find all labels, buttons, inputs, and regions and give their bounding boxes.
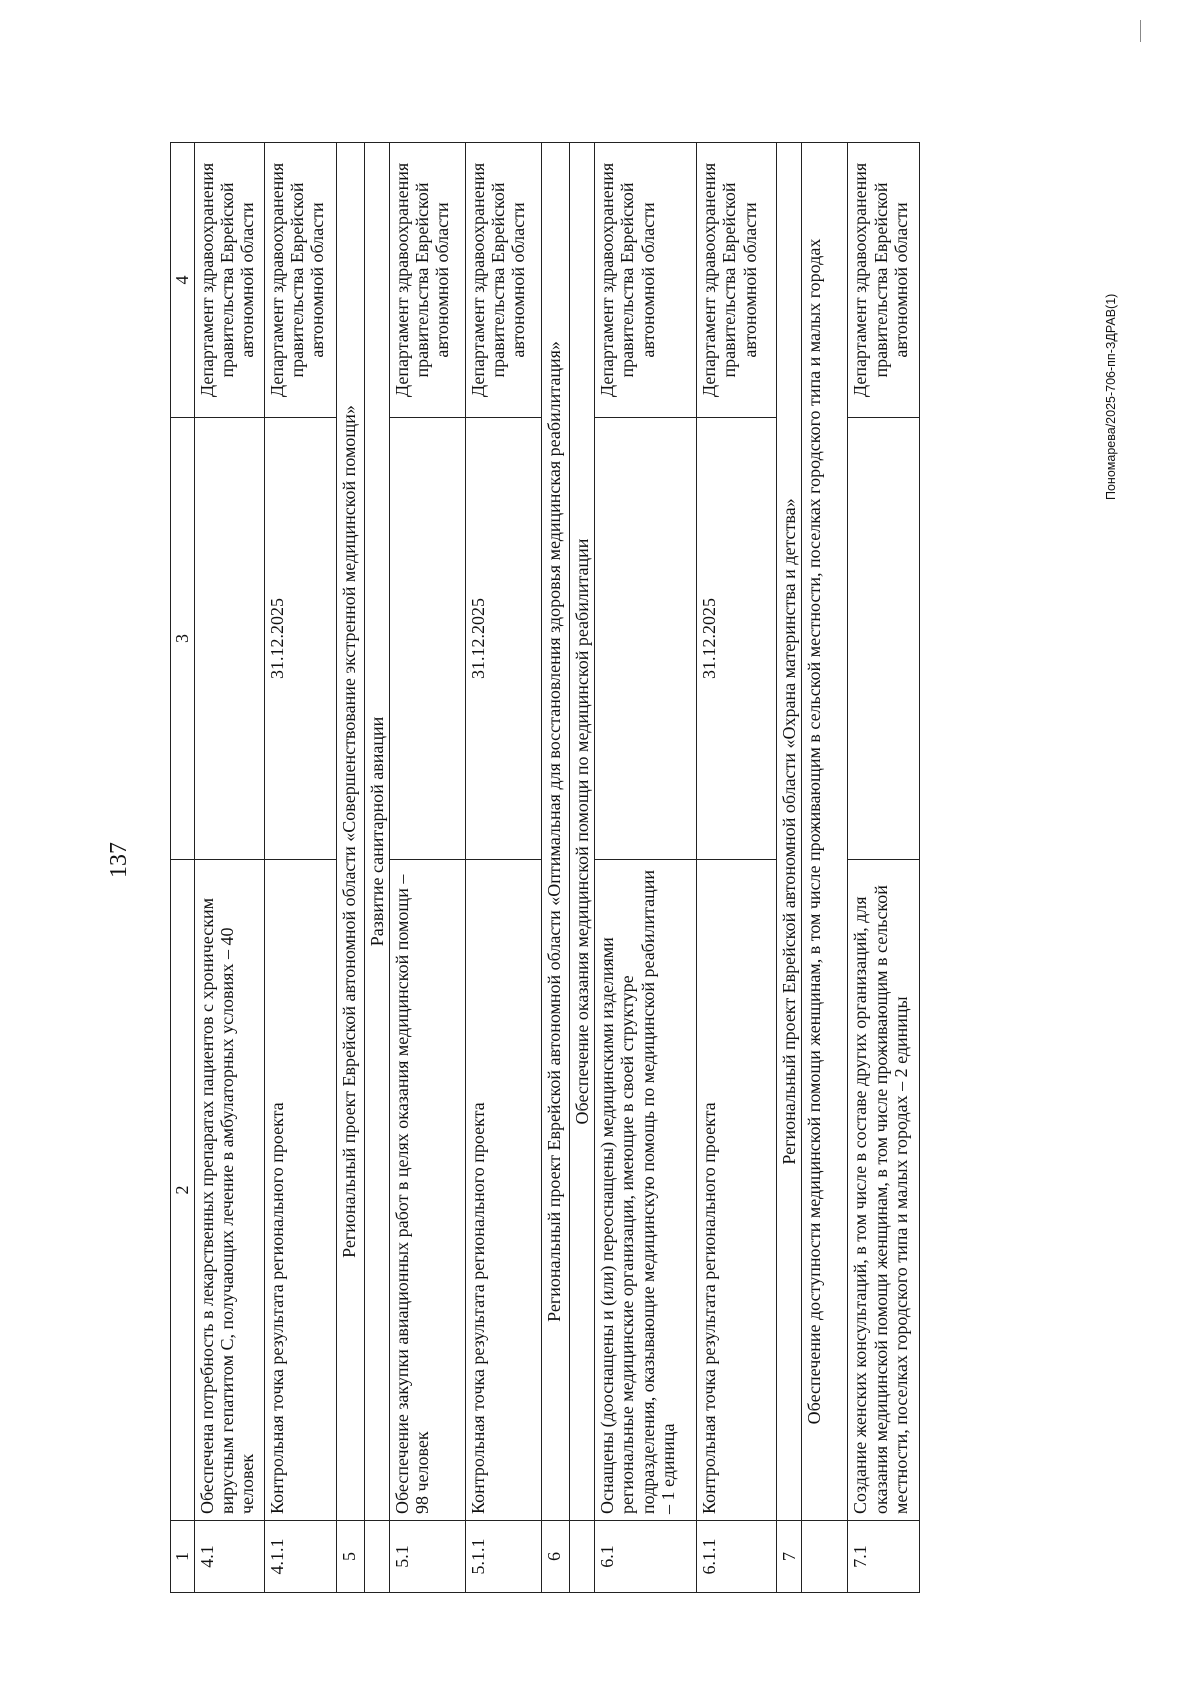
row-number: 6.1.1 xyxy=(697,1521,777,1593)
row-deadline: 31.12.2025 xyxy=(697,418,777,860)
row-number: 5.1.1 xyxy=(466,1521,542,1593)
row-deadline: 31.12.2025 xyxy=(265,418,337,860)
page-number: 137 xyxy=(106,842,132,878)
table-row xyxy=(595,143,697,1593)
subsection-row xyxy=(802,143,848,1593)
section-row xyxy=(337,143,365,1593)
header-col-4: 4 xyxy=(171,143,195,418)
table-row xyxy=(466,143,542,1593)
document-code: Пономарева/2025-706-пп-ЗДРАВ(1) xyxy=(1104,293,1118,500)
table-header-row xyxy=(171,143,195,1593)
section-row xyxy=(542,143,570,1593)
table-body xyxy=(171,143,920,1593)
subsection-number-empty xyxy=(365,1521,390,1593)
header-col-1: 1 xyxy=(171,1521,195,1593)
section-number: 5 xyxy=(337,1521,365,1593)
row-description: Создание женских консультаций, в том числе в составе других организаций, для оказания медицинской помощи женщинам, в том числе проживающим в сельской местности, поселках городского типа и малых городах – 2 единицы xyxy=(848,860,920,1521)
row-description: Обеспечена потребность в лекарственных препаратах пациентов с хроническим вирусным гепатитом С, получающих лечение в амбулаторных условиях – 40 человек xyxy=(195,860,265,1521)
section-title: Региональный проект Еврейской автономной области «Совершенствование экстренной медицинской помощи» xyxy=(337,143,365,1521)
row-number: 5.1 xyxy=(390,1521,466,1593)
row-description: Контрольная точка результата регионального проекта xyxy=(466,860,542,1521)
row-number: 4.1.1 xyxy=(265,1521,337,1593)
measures-table xyxy=(170,142,920,1593)
table-row xyxy=(195,143,265,1593)
header-col-2: 2 xyxy=(171,860,195,1521)
subsection-number-empty xyxy=(802,1521,848,1593)
subsection-row xyxy=(570,143,595,1593)
row-responsible: Департамент здравоохранения правительства Еврейской автономной области xyxy=(848,143,920,418)
subsection-title: Обеспечение оказания медицинской помощи по медицинской реабилитации xyxy=(570,143,595,1521)
table-row xyxy=(848,143,920,1593)
header-col-3: 3 xyxy=(171,418,195,860)
row-number: 7.1 xyxy=(848,1521,920,1593)
row-number: 6.1 xyxy=(595,1521,697,1593)
subsection-number-empty xyxy=(570,1521,595,1593)
row-description: Обеспечение закупки авиационных работ в целях оказания медицинской помощи – 98 человек xyxy=(390,860,466,1521)
section-title: Региональный проект Еврейской автономной области «Охрана материнства и детства» xyxy=(777,143,802,1521)
section-title: Региональный проект Еврейской автономной области «Оптимальная для восстановления здоровья медицинская реабилитация» xyxy=(542,143,570,1521)
section-row xyxy=(777,143,802,1593)
table-row xyxy=(265,143,337,1593)
subsection-title: Развитие санитарной авиации xyxy=(365,143,390,1521)
row-deadline: 31.12.2025 xyxy=(466,418,542,860)
row-responsible: Департамент здравоохранения правительства Еврейской автономной области xyxy=(466,143,542,418)
row-responsible: Департамент здравоохранения правительства Еврейской автономной области xyxy=(697,143,777,418)
row-deadline xyxy=(595,418,697,860)
row-deadline xyxy=(390,418,466,860)
subsection-title: Обеспечение доступности медицинской помощи женщинам, в том числе проживающим в сельской местности, поселках городского типа и малых городах xyxy=(802,143,848,1521)
row-description: Оснащены (дооснащены и (или) переоснащены) медицинскими изделиями региональные медицинские организации, имеющие в своей структуре подразделения, оказывающие медицинскую помощь по медицинской реабилитации – 1 единица xyxy=(595,860,697,1521)
row-responsible: Департамент здравоохранения правительства Еврейской автономной области xyxy=(595,143,697,418)
row-deadline xyxy=(848,418,920,860)
subsection-row xyxy=(365,143,390,1593)
row-number: 4.1 xyxy=(195,1521,265,1593)
row-responsible: Департамент здравоохранения правительства Еврейской автономной области xyxy=(265,143,337,418)
section-number: 6 xyxy=(542,1521,570,1593)
row-responsible: Департамент здравоохранения правительства Еврейской автономной области xyxy=(390,143,466,418)
section-number: 7 xyxy=(777,1521,802,1593)
table-row xyxy=(390,143,466,1593)
row-deadline xyxy=(195,418,265,860)
row-description: Контрольная точка результата регионального проекта xyxy=(697,860,777,1521)
row-description: Контрольная точка результата регионального проекта xyxy=(265,860,337,1521)
table-row xyxy=(697,143,777,1593)
row-responsible: Департамент здравоохранения правительства Еврейской автономной области xyxy=(195,143,265,418)
scan-edge-mark xyxy=(1140,20,1141,42)
